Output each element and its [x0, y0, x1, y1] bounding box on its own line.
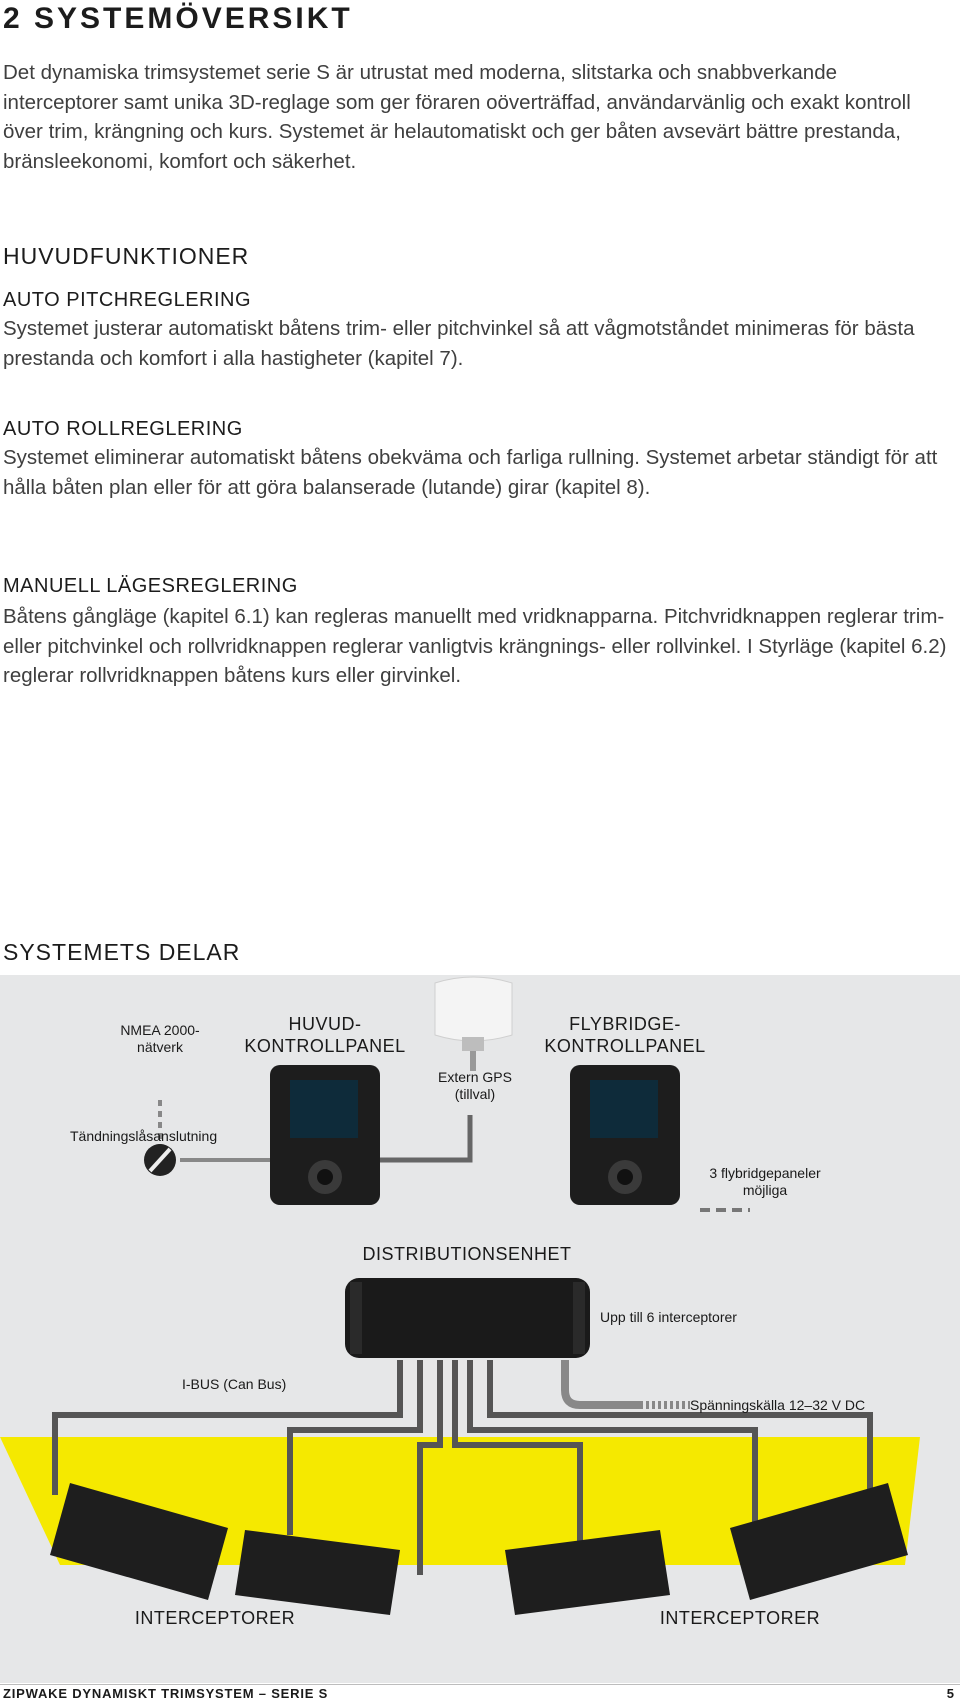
- distribution-unit: [345, 1278, 590, 1358]
- footer-title: ZIPWAKE DYNAMISKT TRIMSYSTEM – SERIE S: [3, 1686, 329, 1701]
- manual-heading: MANUELL LÄGESREGLERING: [3, 575, 298, 597]
- power-label: Spänningskälla 12–32 V DC: [690, 1397, 866, 1413]
- ignition-label: Tändningslåsanslutning: [70, 1128, 218, 1144]
- footer-rule: [0, 1684, 960, 1685]
- ibus-label: I-BUS (Can Bus): [182, 1376, 287, 1392]
- flybridge-control-panel: [570, 1065, 680, 1205]
- nmea-label: NMEA 2000- nätverk: [120, 1022, 200, 1055]
- power-cable: [565, 1360, 640, 1405]
- manual-text: Båtens gångläge (kapitel 6.1) kan regleras manuellt med vridknapparna. Pitchvridknappen reglerar trim- eller pitchvinkel och rollvridknappen reglerar vanligtvis krängnings- eller rollvinkel. I Styrläge (kapitel 6.2) reglerar rollvridknappen båtens kurs eller girvinkel.: [3, 605, 947, 687]
- page-number: 5: [946, 1686, 954, 1701]
- page-title: 2 SYSTEMÖVERSIKT: [3, 2, 353, 35]
- main-panel-label: HUVUD- KONTROLLPANEL: [244, 1014, 406, 1056]
- gps-label: Extern GPS (tillval): [438, 1069, 512, 1102]
- functions-heading: HUVUDFUNKTIONER: [3, 243, 250, 269]
- flybridge-panel-label: FLYBRIDGE- KONTROLLPANEL: [544, 1014, 706, 1056]
- interceptors-left-label: INTERCEPTORER: [134, 1608, 296, 1628]
- distribution-label: DISTRIBUTIONSENHET: [362, 1244, 572, 1264]
- flybridge-note: 3 flybridgepaneler möjliga: [709, 1165, 821, 1198]
- auto-pitch-heading: AUTO PITCHREGLERING: [3, 289, 252, 311]
- ignition-switch-icon: [144, 1144, 176, 1176]
- auto-roll-heading: AUTO ROLLREGLERING: [3, 418, 243, 440]
- gps-antenna: [435, 977, 512, 1071]
- auto-roll-text: Systemet eliminerar automatiskt båtens obekväma och farliga rullning. Systemet arbetar ständigt för att hålla båten plan eller för att göra balanserade (lutande) girar (kapitel 8).: [3, 446, 938, 499]
- interceptors-right-label: INTERCEPTORER: [659, 1608, 821, 1628]
- system-diagram: [0, 975, 960, 1683]
- parts-heading: SYSTEMETS DELAR: [3, 939, 241, 965]
- intro-paragraph: Det dynamiska trimsystemet serie S är utrustat med moderna, slitstarka och snabbverkande interceptorer samt unika 3D-reglage som ger föraren oöverträffad, användarvänlig och exakt kontroll över trim, krängning och kurs. Systemet är helautomatiskt och ger båten avsevärt bättre prestanda, bränsleekonomi, komfort och säkerhet.: [3, 61, 911, 173]
- auto-pitch-text: Systemet justerar automatiskt båtens trim- eller pitchvinkel så att vågmotståndet minimeras för bästa prestanda och komfort i alla hastigheter (kapitel 7).: [3, 317, 915, 370]
- main-control-panel: [270, 1065, 380, 1205]
- up-to-6-label: Upp till 6 interceptorer: [600, 1309, 737, 1325]
